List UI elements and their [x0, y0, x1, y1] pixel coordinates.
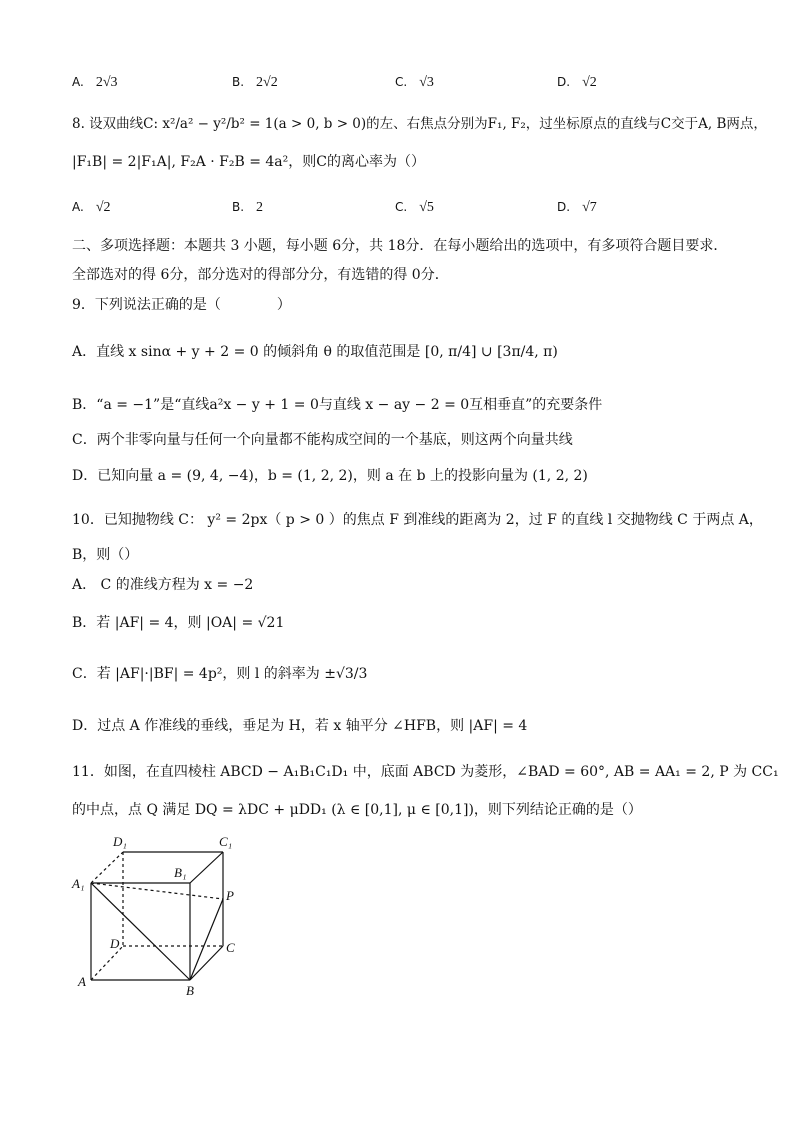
edge-b1c1 — [190, 852, 223, 883]
label-d: D — [110, 936, 120, 951]
section2-header-line2: 全部选对的得 6分，部分选对的得部分分，有选错的得 0分． — [72, 267, 449, 283]
segment-a1b — [91, 883, 190, 980]
q8-option-a: A. √2 — [72, 200, 111, 215]
label-c: C — [226, 940, 235, 955]
q9-option-b: B．“a = −1”是“直线a²x − y + 1 = 0与直线 x − ay − 2 = 0互相垂直”的充要条件 — [72, 397, 603, 413]
label-b: B — [186, 983, 194, 998]
q9-stem: 9．下列说法正确的是（ ） — [72, 297, 291, 313]
q8-option-d: D. √7 — [557, 200, 597, 215]
prism-figure — [68, 828, 268, 1003]
q11-stem-line1: 11．如图，在直四棱柱 ABCD − A₁B₁C₁D₁ 中，底面 ABCD 为菱形，∠BAD = 60°, AB = AA₁ = 2, P 为 CC₁ — [72, 764, 779, 780]
q7-option-a: A. 2√3 — [72, 75, 118, 90]
segment-bp — [190, 899, 223, 980]
section2-header-line1: 二、多项选择题：本题共 3 小题，每小题 6分，共 18分．在每小题给出的选项中，有多项符合题目要求． — [72, 238, 728, 254]
edge-a1d1 — [91, 852, 123, 883]
q8-option-b: B. 2 — [232, 200, 264, 215]
label-a1: A₁ — [72, 876, 85, 891]
q10-option-c: C．若 |AF|·|BF| = 4p²，则 l 的斜率为 ±√3/3 — [72, 666, 368, 682]
q8-stem-line2: |F₁B| = 2|F₁A|, F₂A · F₂B = 4a²，则C的离心率为（） — [72, 154, 425, 170]
label-d1: D₁ — [113, 834, 127, 849]
label-a: A — [78, 974, 86, 989]
q8-option-c: C. √5 — [395, 200, 434, 215]
q10-option-a: A． C 的准线方程为 x = −2 — [72, 577, 254, 593]
segment-a1p — [91, 883, 223, 899]
edge-ad — [91, 946, 123, 980]
q10-stem-line2: B，则（） — [72, 547, 139, 563]
label-c1: C₁ — [219, 834, 233, 849]
q10-stem-line1: 10．已知抛物线 C： y² = 2px（ p > 0 ）的焦点 F 到准线的距离为 2，过 F 的直线 l 交抛物线 C 于两点 A， — [72, 512, 763, 528]
q9-option-c: C．两个非零向量与任何一个向量都不能构成空间的一个基底，则这两个向量共线 — [72, 432, 573, 448]
q9-option-a: A．直线 x sinα + y + 2 = 0 的倾斜角 θ 的取值范围是 [0, π/4] ∪ [3π/4, π) — [72, 344, 558, 360]
q7-option-c: C. √3 — [395, 75, 434, 90]
q10-option-b: B．若 |AF| = 4，则 |OA| = √21 — [72, 615, 285, 631]
q7-option-d: D. √2 — [557, 75, 597, 90]
q10-option-d: D．过点 A 作准线的垂线，垂足为 H，若 x 轴平分 ∠HFB，则 |AF| = 4 — [72, 718, 528, 734]
q7-option-b: B. 2√2 — [232, 75, 278, 90]
edge-bc — [190, 946, 223, 980]
label-b1: B₁ — [174, 865, 187, 880]
q11-stem-line2: 的中点，点 Q 满足 DQ = λDC + μDD₁ (λ ∈ [0,1], μ ∈ [0,1])，则下列结论正确的是（） — [72, 802, 642, 818]
label-p: P — [226, 888, 234, 903]
q8-stem-line1: 8. 设双曲线C: x²/a² − y²/b² = 1(a > 0, b > 0)的左、右焦点分别为F₁, F₂，过坐标原点的直线与C交于A, B两点， — [72, 116, 767, 132]
q9-option-d: D．已知向量 a = (9, 4, −4)，b = (1, 2, 2)，则 a 在 b 上的投影向量为 (1, 2, 2) — [72, 468, 588, 484]
